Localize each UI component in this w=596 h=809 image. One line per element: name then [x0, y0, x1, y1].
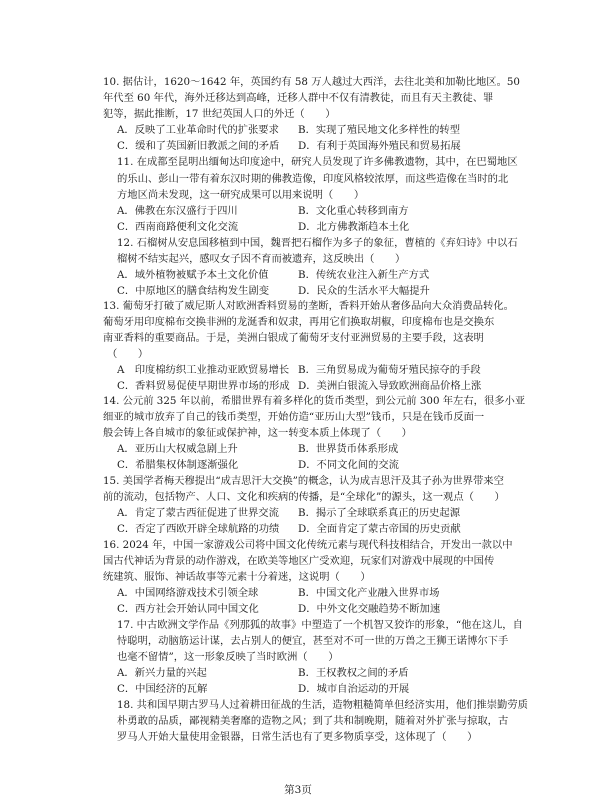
question-text-line: 16. 2024 年，中国一家游戏公司将中国文化传统元素与现代科技相结合，开发出一款以中 [103, 539, 513, 551]
question-text-line: 14. 公元前 325 年以前，希腊世界有着多样化的货币类型，到公元前 300 年左右，很多小亚 [103, 395, 526, 407]
option-c: C．缓和了英国新旧教派之间的矛盾 [117, 140, 280, 152]
question-text-line: 般会铸上各自城市的象征或保护神，这一转变本质上体现了（ ） [103, 427, 412, 439]
question-text-line: 罗马人开始大量使用金银器，日常生活也有了更多物质享受，这体现了（ ） [117, 731, 478, 743]
option-a: A．域外植物被赋予本土文化价值 [117, 269, 269, 281]
question-text-line: 13. 葡萄牙打破了威尼斯人对欧洲香料贸易的垄断，香料开始从奢侈品向大众消费品转化。 [103, 300, 514, 312]
option-b: B．世界货币体系形成 [298, 443, 399, 455]
option-d: D．中外文化交融趋势不断加速 [298, 603, 441, 615]
option-c: C．西南商路便利文化交流 [117, 221, 239, 233]
option-a: A 印度棉纺织工业推动亚欧贸易增长 [117, 364, 290, 376]
option-b: B．实现了殖民地文化多样性的转型 [298, 124, 461, 136]
option-b: B．三角贸易成为葡萄牙殖民掠夺的手段 [298, 364, 481, 376]
option-a: A．亚历山大权威急剧上升 [117, 443, 238, 455]
question-text-line: 国古代神话为背景的动作游戏，在欧美等地区广受欢迎，玩家们对游戏中展现的中国传 [103, 555, 495, 567]
question-text-line: 年代至 60 年代，海外迁移达到高峰，迁移人群中不仅有清教徒，而且有天主教徒、罪 [103, 92, 494, 104]
option-c: C．否定了西欧开辟全球航路的功绩 [117, 523, 280, 535]
option-c: C．香料贸易促使早期世界市场的形成 [117, 380, 290, 392]
option-a: A．肯定了蒙古西征促进了世界交流 [117, 507, 279, 519]
question-text-line: 12. 石榴树从安息国移植到中国，魏晋把石榴作为多子的象征，曹植的《弃妇诗》中以石 [117, 237, 518, 249]
option-d: D．美洲白银流入导致欧洲商品价格上涨 [298, 380, 482, 392]
option-b: B．揭示了全球联系真正的历史起源 [298, 507, 461, 519]
option-c: C．希腊集权体制逐渐强化 [117, 459, 239, 471]
option-d: D．有利于英国海外殖民和贸易拓展 [298, 140, 461, 152]
option-a: A．中国网络游戏技术引领全球 [117, 587, 259, 599]
question-text-line: 南亚香料的重要商品。于是，美洲白银成了葡萄牙支付亚洲贸易的主要手段，这表明 [103, 332, 484, 344]
question-text-line: 15. 美国学者梅天穆提出“成吉思汗大交换”的概念，认为成吉思汗及其子孙为世界带来空 [103, 475, 504, 487]
question-text-line: 葡萄牙用印度棉布交换非洲的龙涎香和奴隶，再用它们换取胡椒，印度棉布也是交换东 [103, 316, 495, 328]
option-b: B．文化重心转移到南方 [298, 205, 409, 217]
option-d: D．城市自治运动的开展 [298, 683, 410, 695]
option-b: B．传统农业注入新生产方式 [298, 269, 430, 281]
option-c: C．中原地区的膳食结构发生剧变 [117, 285, 270, 297]
option-d: D．全面肯定了蒙古帝国的历史贡献 [298, 523, 461, 535]
question-text-line: 统建筑、服饰、神话故事等元素十分着迷，这说明（ ） [103, 571, 371, 583]
option-b: B．王权教权之间的矛盾 [298, 667, 409, 679]
option-a: A．新兴力量的兴起 [117, 667, 207, 679]
option-b: B．中国文化产业融入世界市场 [298, 587, 440, 599]
question-text-line: 17. 中古欧洲文学作品《列那狐的故事》中塑造了一个机智又狡诈的形象，“他在这儿，自 [117, 619, 523, 631]
question-text-line: （ ） [107, 348, 149, 360]
question-text-line: 的乐山、彭山一带有着东汉时期的佛教造像，印度风格较浓厚，而这些造像在当时的北 [117, 173, 509, 185]
page-number: 第3页 [284, 784, 312, 796]
question-text-line: 前的流动，包括物产、人口、文化和疾病的传播，是“全球化”的源头，这一观点（ ） [103, 491, 505, 503]
option-c: C．中国经济的瓦解 [117, 683, 208, 695]
option-c: C．西方社会开始认同中国文化 [117, 603, 259, 615]
question-text-line: 榴树不结实起兴，感叹女子因不育而被遗弃，这反映出（ ） [117, 253, 406, 265]
option-a: A．佛教在东汉盛行于四川 [117, 205, 238, 217]
question-text-line: 朴勇敢的品质，鄙视精美奢靡的造物之风；到了共和制晚期，随着对外扩张与掠取，古 [117, 715, 509, 727]
option-d: D．北方佛教渐趋本土化 [298, 221, 410, 233]
question-text-line: 也毫不留情”，这一形象反映了当时欧洲（ ） [117, 651, 339, 663]
question-text-line: 18. 共和国早期古罗马人过着耕田征战的生活，造物粗糙简单但经济实用，他们推崇勤劳质 [117, 699, 528, 711]
question-text-line: 11. 在成都至昆明出缅甸达印度途中，研究人员发现了许多佛教遗物，其中，在巴蜀地区 [117, 156, 518, 168]
question-text-line: 犯等，据此推断，17 世纪英国人口的外迁（ ） [103, 108, 336, 120]
option-a: A．反映了工业革命时代的扩张要求 [117, 124, 279, 136]
option-d: D．民众的生活水平大幅提升 [298, 285, 430, 297]
question-text-line: 方地区尚未发现，这一研究成果可以用来说明（ ） [117, 189, 365, 201]
question-text-line: 恃聪明，动脑筋运计谋，去占别人的便宜，甚至对不可一世的万兽之王狮王诺博尔下手 [117, 635, 509, 647]
question-text-line: 细亚的城市放弃了自己的钱币类型，开始仿造“亚历山大型”钱币，只是在钱币反面一 [103, 411, 485, 423]
question-text-line: 10. 据估计，1620～1642 年，英国约有 58 万人越过大西洋，去往北美和加勒比地区。50 [103, 76, 520, 88]
option-d: D．不同文化间的交流 [298, 459, 399, 471]
